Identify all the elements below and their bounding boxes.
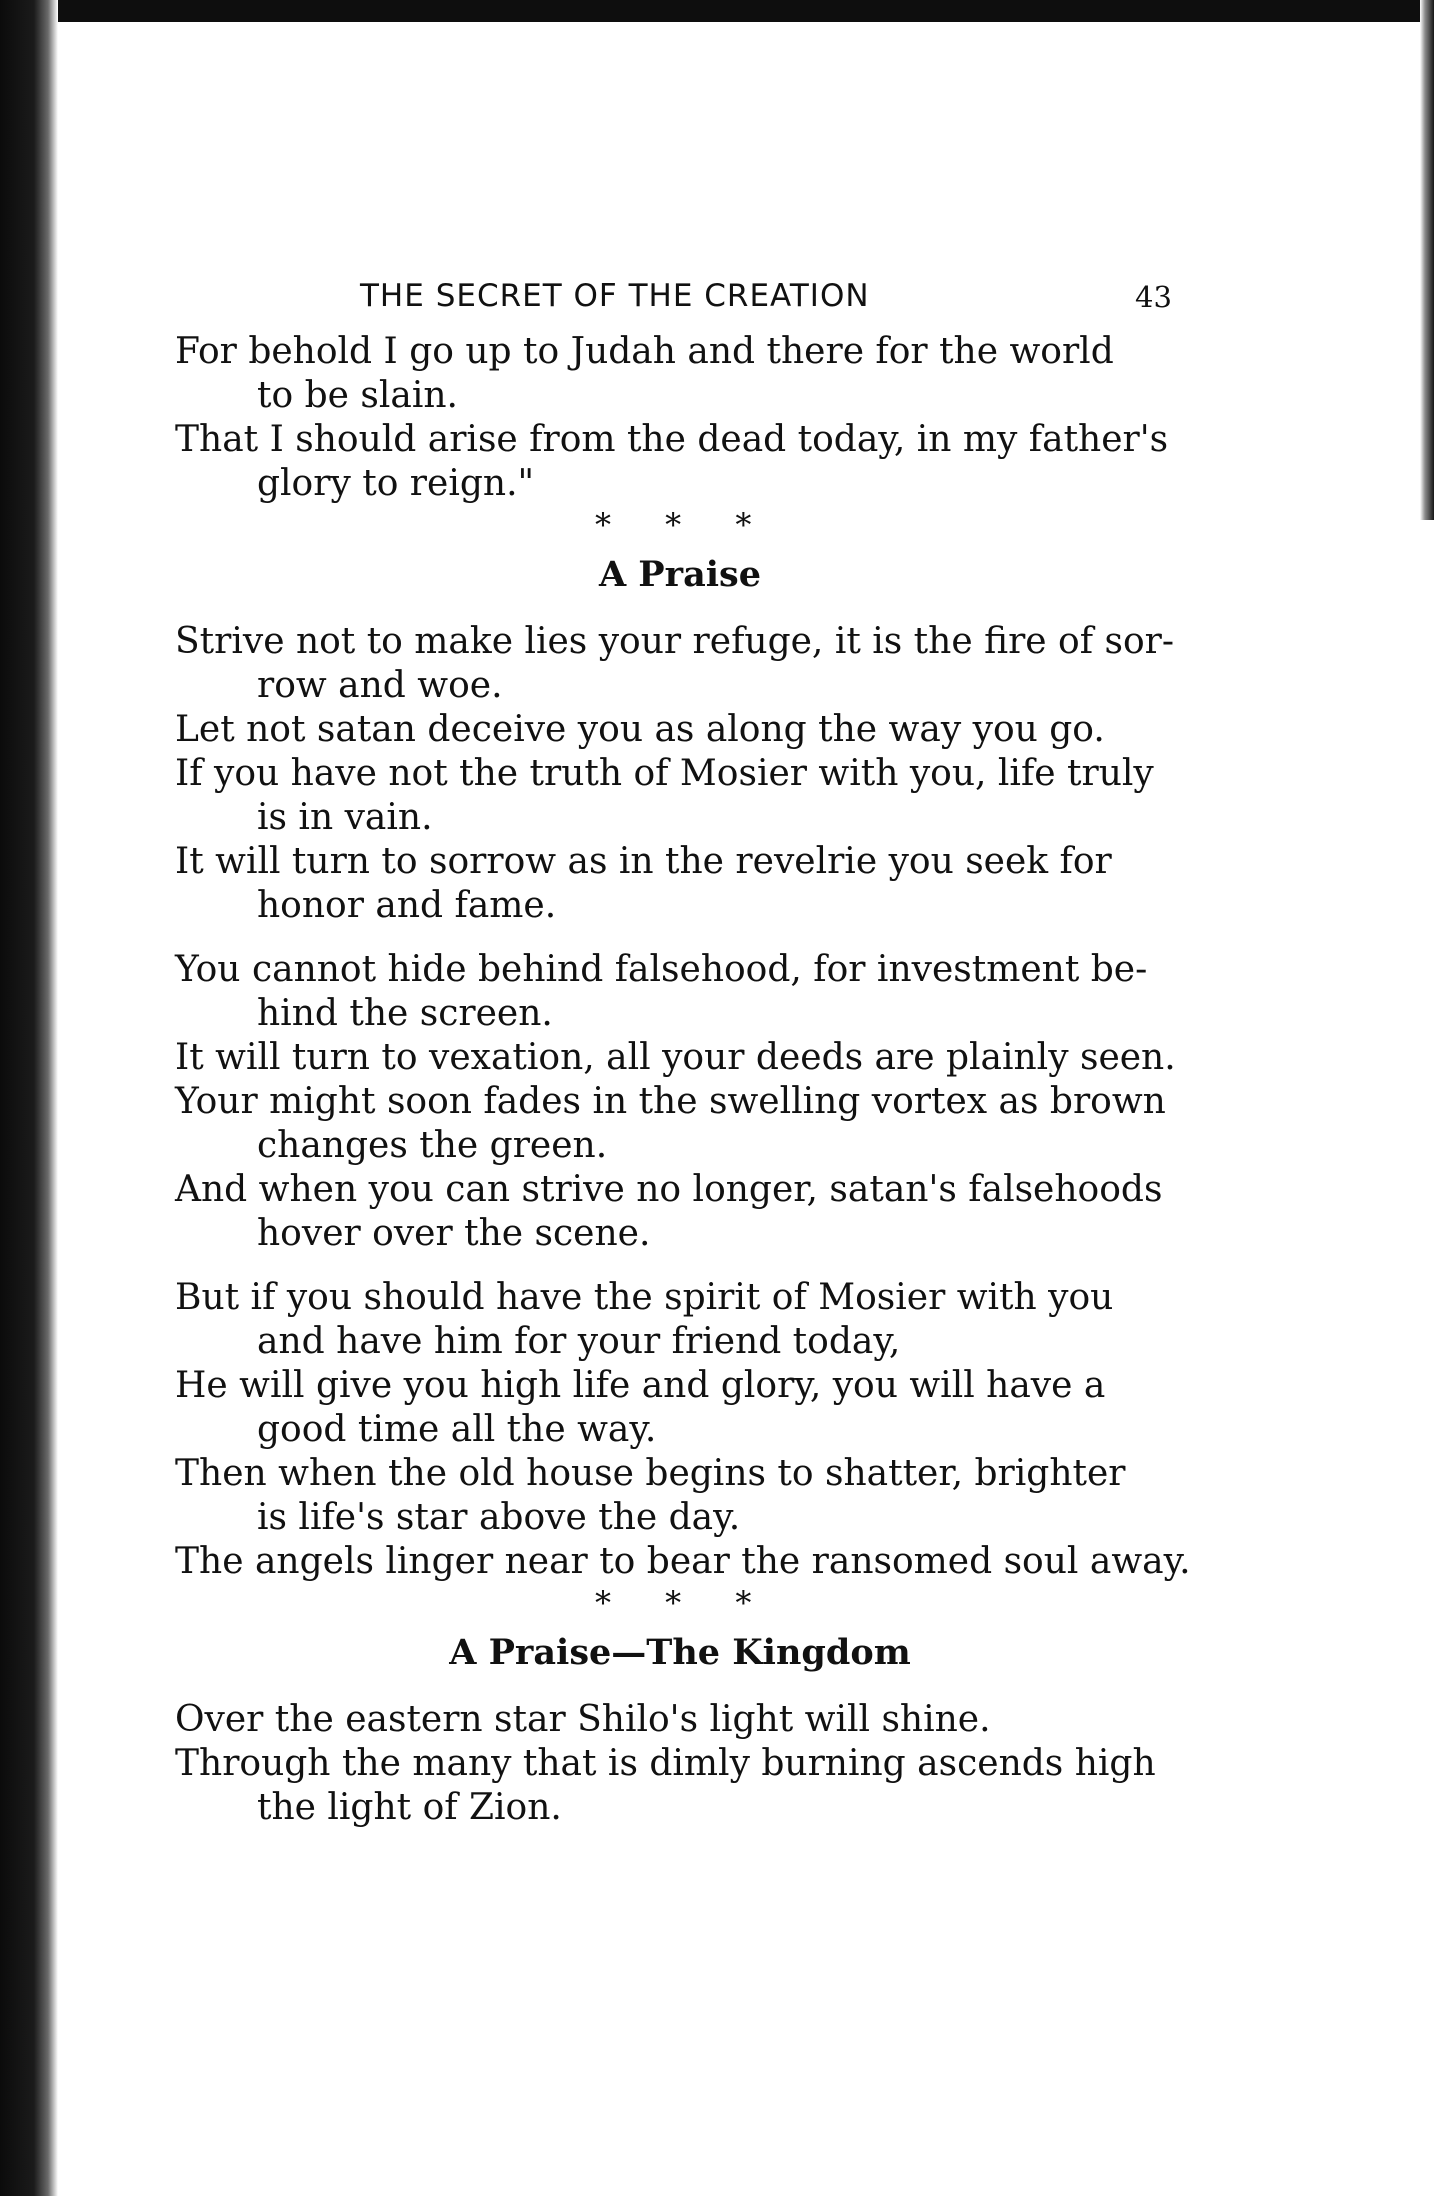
book-page	[175, 278, 1191, 1830]
verse-line: hover over the scene.	[257, 1213, 651, 1254]
poem1-stanza1	[175, 620, 1185, 928]
verse-line: Strive not to make lies your refuge, it is the fire of sor-	[175, 621, 1174, 662]
page-number: 43	[1135, 280, 1172, 314]
section-separator: * * *	[595, 1584, 774, 1622]
verse-line: He will give you high life and glory, you will have a	[175, 1365, 1106, 1406]
poem1-stanza3	[175, 1276, 1191, 1584]
verse-line: is life's star above the day.	[257, 1497, 741, 1538]
poem2-stanza1	[175, 1698, 1185, 1830]
verse-line: It will turn to sorrow as in the revelrie you seek for	[175, 841, 1112, 882]
verse-line: glory to reign."	[257, 463, 535, 504]
verse-line: row and woe.	[257, 665, 503, 706]
section-separator: * * *	[595, 506, 774, 544]
verse-line: Your might soon fades in the swelling vortex as brown	[175, 1081, 1166, 1122]
verse-line: hind the screen.	[257, 993, 553, 1034]
verse-line: For behold I go up to Judah and there for the world	[175, 331, 1114, 372]
verse-line: to be slain.	[257, 375, 458, 416]
verse-line: It will turn to vexation, all your deeds are plainly seen.	[175, 1037, 1176, 1078]
verse-line: good time all the way.	[257, 1409, 657, 1450]
verse-line: is in vain.	[257, 797, 433, 838]
poem-title-the-kingdom: A Praise—The Kingdom	[449, 1632, 911, 1673]
verse-line: But if you should have the spirit of Mosier with you	[175, 1277, 1114, 1318]
verse-line: That I should arise from the dead today, in my father's	[175, 419, 1169, 460]
verse-line: And when you can strive no longer, satan's falsehoods	[175, 1169, 1163, 1210]
verse-line: the light of Zion.	[257, 1787, 562, 1828]
verse-line: changes the green.	[257, 1125, 608, 1166]
verse-line: Through the many that is dimly burning ascends high	[175, 1743, 1156, 1784]
scan-border-right	[1420, 0, 1434, 520]
poem-title-a-praise: A Praise	[598, 554, 762, 595]
scan-border-top	[0, 0, 1434, 22]
verse-line: If you have not the truth of Mosier with you, life truly	[175, 753, 1154, 794]
verse-line: Over the eastern star Shilo's light will shine.	[175, 1699, 991, 1740]
verse-line: honor and fame.	[257, 885, 557, 926]
verse-line: You cannot hide behind falsehood, for investment be-	[175, 949, 1148, 990]
verse-line: Then when the old house begins to shatter, brighter	[175, 1453, 1126, 1494]
running-head	[175, 278, 1185, 330]
running-title: THE SECRET OF THE CREATION	[360, 278, 870, 314]
verse-line: The angels linger near to bear the ransomed soul away.	[175, 1541, 1191, 1582]
verse-line: Let not satan deceive you as along the way you go.	[175, 709, 1105, 750]
scan-border-left	[0, 0, 58, 2196]
intro-verse	[175, 330, 1185, 506]
verse-line: and have him for your friend today,	[257, 1321, 901, 1362]
poem1-stanza2	[175, 948, 1185, 1256]
